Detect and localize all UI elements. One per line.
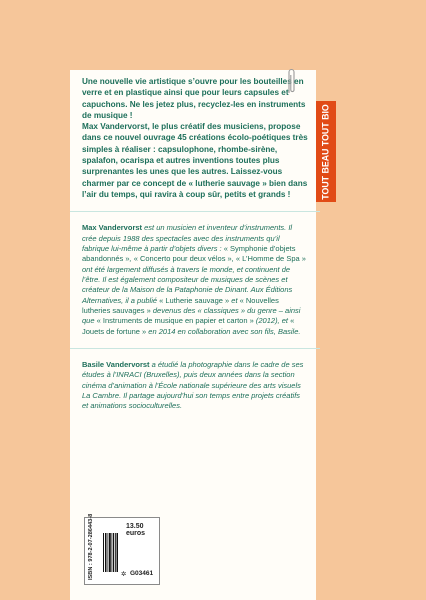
paperclip-icon: [286, 66, 296, 96]
publisher-logo-icon: ✲: [121, 570, 127, 578]
bio-basile: [82, 360, 308, 412]
bio-max-s2: ,: [129, 254, 134, 264]
bio-basile-s1: a étudié la photographie dans le cadre de ses études à l’INRACI (Bruxelles), puis deux années dans la section cinéma d’animation à l’École nationale supérieure des arts visuels La Cambre. Il partage aujourd’hui son temps entre projets créatifs et animations socioculturelles.: [82, 360, 304, 411]
bio-max-s4: ont été largement diffusés à travers le monde, et continuent de l’être. Il est également compositeur de musiques de scènes et créateur de la Maison de la Pataphonie de Dinant. Aux Éditions Alternatives, il a publié: [82, 264, 293, 305]
bio-max-s3: ,: [231, 254, 236, 264]
isbn-label: ISBN : 978-2-07-286443-8: [88, 513, 94, 580]
panel-text: [82, 76, 308, 412]
bio-max-title-4: « Lutherie sauvage »: [159, 295, 230, 305]
section-divider-2: [70, 348, 320, 349]
bio-max-s5: et: [229, 295, 240, 305]
series-badge: [316, 101, 336, 202]
bio-basile-name: Basile Vandervorst: [82, 360, 150, 370]
bio-max-title-3: « L’Homme de Spa »: [235, 254, 306, 264]
series-badge-label: TOUT BEAU TOUT BIO: [320, 103, 331, 200]
intro-paragraph-1: Une nouvelle vie artistique s’ouvre pour les bouteilles en verre et en plastique ainsi que pour leurs capsules et capuchons. Ne les jetez plus, recyclez-les en instruments de musique !: [82, 77, 306, 120]
intro-paragraph-2: Max Vandervorst, le plus créatif des musiciens, propose dans ce nouvel ouvrage 45 créations écolo-poétiques très simples à réaliser : capsulophone, rhombe-sirène, spalafon, ocarispa et autres inventions toutes plus surprenantes les unes que les autres. Laissez-vous charmer par ce concept de « lutherie sauvage » bien dans l’air du temps, qui ravira à coup sûr, petits et grands !: [82, 122, 308, 199]
bio-max-s6: devenus des « classiques » du genre – ainsi que: [82, 306, 301, 326]
bio-max-s8: en 2014 en collaboration avec son fils, Basile.: [146, 326, 301, 336]
bio-max-title-7: « Jouets de fortune »: [82, 316, 295, 336]
bio-max-title-1: « Symphonie d’objets abandonnés »: [82, 243, 296, 264]
bio-max-s1: est un musicien et inventeur d’instruments. Il crée depuis 1988 des spectacles avec des instruments qu’il fabrique lui-même à partir d’objets divers :: [82, 223, 293, 253]
bio-max: [82, 223, 308, 337]
bio-max-name: Max Vandervorst: [82, 223, 143, 233]
barcode-box: [84, 513, 160, 585]
product-code: G03461: [130, 570, 154, 577]
bio-max-title-6: « Instruments de musique en papier et carton »: [96, 316, 254, 326]
price-label: 13.50 euros: [126, 523, 146, 537]
intro-text: [82, 76, 308, 200]
bio-max-s7: (2012), et: [253, 316, 291, 326]
barcode-icon: [103, 533, 118, 572]
bio-max-title-2: « Concerto pour deux vélos »: [133, 254, 232, 264]
bio-max-title-5: « Nouvelles lutheries sauvages »: [82, 295, 279, 316]
section-divider: [70, 211, 320, 212]
